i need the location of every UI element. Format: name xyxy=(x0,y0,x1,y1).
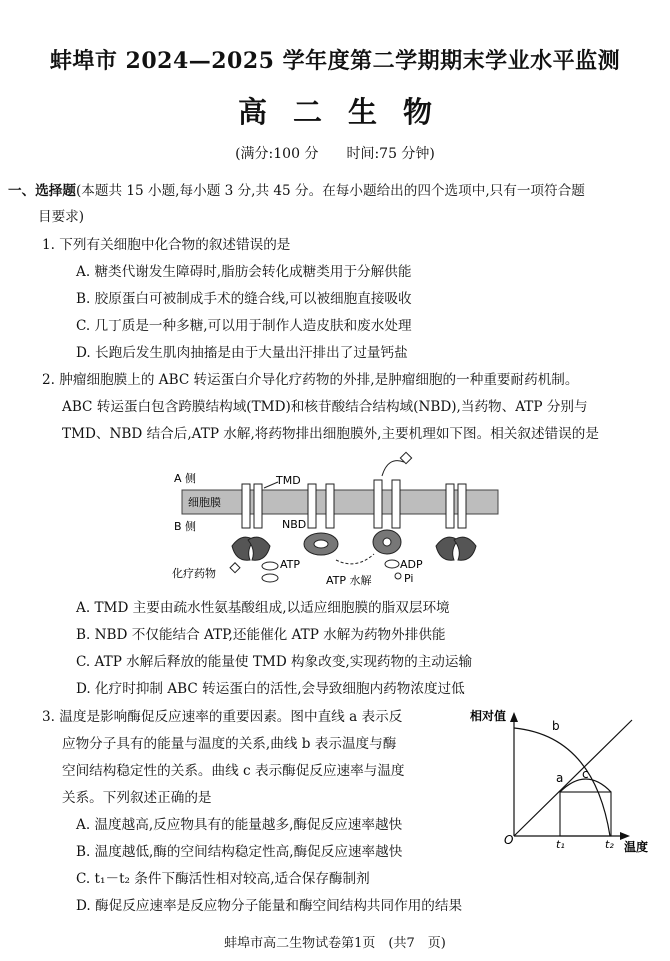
y-axis-label: 相对值 xyxy=(470,709,507,723)
q3-option-c: C. t₁－t₂ 条件下酶活性相对较高,适合保存酶制剂 xyxy=(76,871,370,887)
q3-stem-line4: 关系。下列叙述正确的是 xyxy=(62,790,212,806)
temperature-graph xyxy=(470,702,664,854)
q1-stem: 1. 下列有关细胞中化合物的叙述错误的是 xyxy=(42,237,291,253)
q3-option-d: D. 酶促反应速率是反应物分子能量和酶空间结构共同作用的结果 xyxy=(76,898,463,914)
q2-option-d: D. 化疗时抑制 ABC 转运蛋白的活性,会导致细胞内药物浓度过低 xyxy=(76,681,465,697)
q2-option-c: C. ATP 水解后释放的能量使 TMD 构象改变,实现药物的主动运输 xyxy=(76,654,473,670)
subject-title: 高二生物 xyxy=(237,95,458,129)
side-a-label: A 侧 xyxy=(174,472,197,485)
exam-meta: (满分:100 分 时间:75 分钟) xyxy=(235,146,435,162)
q3-stem-line3: 空间结构稳定性的关系。曲线 c 表示酶促反应速率与温度 xyxy=(62,763,405,779)
label-a: a xyxy=(556,771,564,785)
q1-option-b: B. 胶原蛋白可被制成手术的缝合线,可以被细胞直接吸收 xyxy=(76,291,412,307)
section-intro-line2: 目要求) xyxy=(38,209,85,225)
atp-hydrolysis-label: ATP 水解 xyxy=(326,574,372,587)
q2-option-b: B. NBD 不仅能结合 ATP,还能催化 ATP 水解为药物外排供能 xyxy=(76,627,446,643)
membrane-label: 细胞膜 xyxy=(188,496,221,509)
exam-title: 蚌埠市 2024—2025 学年度第二学期期末学业水平监测 xyxy=(49,48,621,74)
pi-label: Pi xyxy=(404,572,414,585)
line-a xyxy=(514,720,632,836)
side-b-label: B 侧 xyxy=(174,520,197,533)
x-axis-label: 温度 xyxy=(624,840,649,854)
nbd-label: NBD xyxy=(282,518,307,531)
t1-label: t₁ xyxy=(556,838,565,851)
section-intro xyxy=(8,181,585,201)
t1-t2-region xyxy=(560,792,611,836)
section-heading: 一、选择题 xyxy=(8,183,76,199)
q3-stem-line2: 应物分子具有的能量与温度的关系,曲线 b 表示温度与酶 xyxy=(62,736,397,752)
label-c: c xyxy=(582,767,589,781)
abc-transporter-figure xyxy=(170,450,510,590)
atp-label: ATP xyxy=(280,558,301,571)
q3-option-b: B. 温度越低,酶的空间结构稳定性高,酶促反应速率越快 xyxy=(76,844,403,860)
tmd-label: TMD xyxy=(276,474,301,487)
q3-stem-line1: 3. 温度是影响酶促反应速率的重要因素。图中直线 a 表示反 xyxy=(42,709,403,725)
q2-stem-line1: 2. 肿瘤细胞膜上的 ABC 转运蛋白介导化疗药物的外排,是肿瘤细胞的一种重要耐药机制。 xyxy=(42,372,579,388)
section-intro-line1: (本题共 15 小题,每小题 3 分,共 45 分。在每小题给出的四个选项中,只有一项符合题 xyxy=(75,183,585,199)
q3-option-a: A. 温度越高,反应物具有的能量越多,酶促反应速率越快 xyxy=(76,817,403,833)
q1-option-a: A. 糖类代谢发生障碍时,脂肪会转化成糖类用于分解供能 xyxy=(76,264,412,280)
page-footer: 蚌埠市高二生物试卷第1页 (共7 页) xyxy=(224,936,446,951)
drug-label: 化疗药物 xyxy=(172,567,216,580)
adp-label: ADP xyxy=(400,558,423,571)
t2-label: t₂ xyxy=(605,838,614,851)
q1-option-d: D. 长跑后发生肌肉抽搐是由于大量出汗排出了过量钙盐 xyxy=(76,345,408,361)
q1-option-c: C. 几丁质是一种多糖,可以用于制作人造皮肤和废水处理 xyxy=(76,318,412,334)
q2-option-a: A. TMD 主要由疏水性氨基酸组成,以适应细胞膜的脂双层环境 xyxy=(76,600,450,616)
label-b: b xyxy=(552,719,560,733)
q2-stem-line2: ABC 转运蛋白包含跨膜结构域(TMD)和核苷酸结合结构域(NBD),当药物、ATP 分别与 xyxy=(62,399,588,415)
origin-label: O xyxy=(504,833,514,847)
q2-stem-line3: TMD、NBD 结合后,ATP 水解,将药物排出细胞膜外,主要机理如下图。相关叙述错误的是 xyxy=(62,426,599,442)
